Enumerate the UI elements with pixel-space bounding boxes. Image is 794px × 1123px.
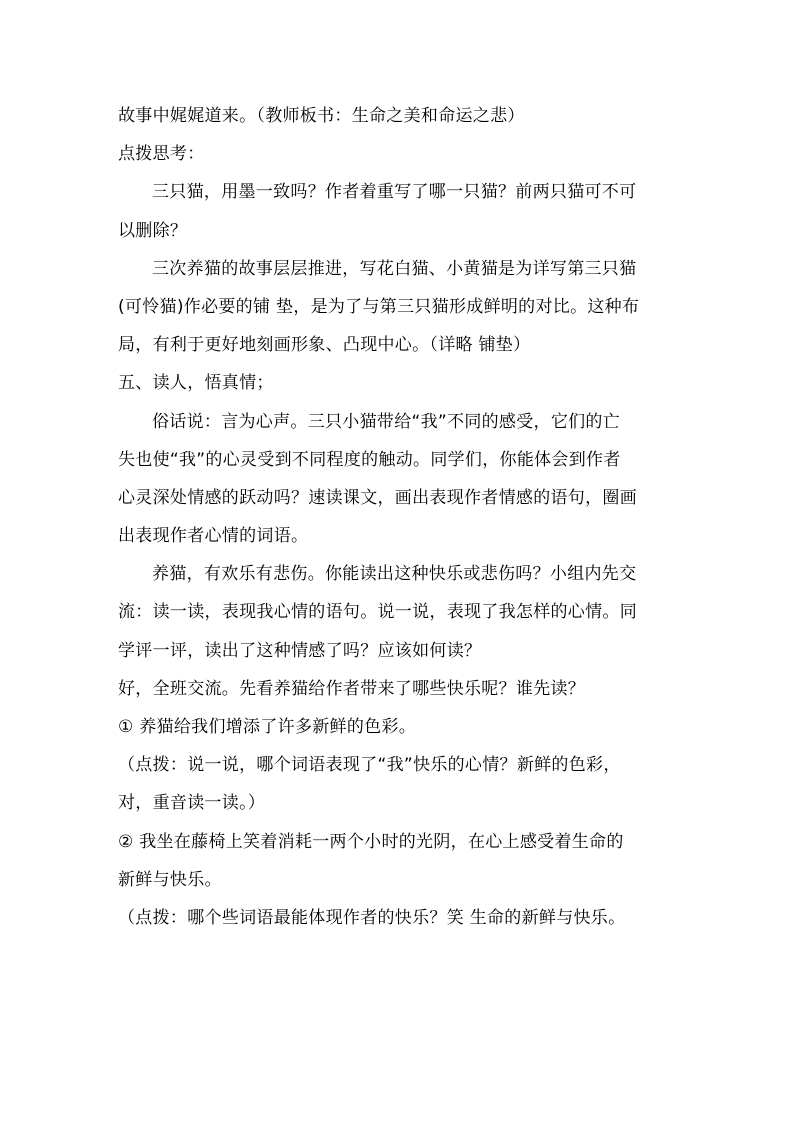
text-line: 流：读一读，表现我心情的语句。说一说，表现了我怎样的心情。同 (118, 602, 637, 623)
text-line: 以删除？ (118, 220, 188, 241)
text-line: 心灵深处情感的跃动吗？速读课文，画出表现作者情感的语句，圈画 (118, 487, 637, 508)
text-line: 三只猫，用墨一致吗？作者着重写了哪一只猫？前两只猫可不可 (152, 182, 637, 203)
text-line: 三次养猫的故事层层推进，写花白猫、小黄猫是为详写第三只猫 (152, 258, 637, 279)
text-line: 点拨思考： (118, 144, 205, 165)
text-line: （点拨：说一说，哪个词语表现了“我”快乐的心情？新鲜的色彩， (118, 755, 621, 776)
text-line: ① 养猫给我们增添了许多新鲜的色彩。 (118, 717, 417, 737)
text-line: 故事中娓娓道来。（教师板书：生命之美和命运之悲） (118, 106, 525, 126)
text-line: 新鲜与快乐。 (118, 869, 222, 890)
section-heading: 五、读人，悟真情； (118, 373, 274, 394)
text-line: 好，全班交流。先看养猫给作者带来了哪些快乐呢？谁先读？ (118, 678, 586, 699)
text-line: 养猫，有欢乐有悲伤。你能读出这种快乐或悲伤吗？小组内先交 (152, 564, 637, 585)
text-line: 对，重音读一读。） (118, 793, 266, 814)
text-line: （点拨：哪个些词语最能体现作者的快乐？笑 生命的新鲜与快乐。 (118, 907, 626, 928)
text-line: 局，有利于更好地刻画形象、凸现中心。（详略 铺垫） (118, 335, 531, 356)
text-line: ② 我坐在藤椅上笑着消耗一两个小时的光阴，在心上感受着生命的 (118, 831, 624, 852)
text-line: 俗话说：言为心声。三只小猫带给“我”不同的感受，它们的亡 (152, 411, 621, 432)
document-body (118, 97, 678, 937)
text-line: 学评一评，读出了这种情感了吗？应该如何读？ (118, 640, 482, 661)
text-line: (可怜猫)作必要的铺 垫，是为了与第三只猫形成鲜明的对比。这种布 (118, 296, 640, 317)
text-line: 失也使“我”的心灵受到不同程度的触动。同学们，你能体会到作者 (118, 449, 621, 470)
text-line: 出表现作者心情的词语。 (118, 526, 309, 547)
